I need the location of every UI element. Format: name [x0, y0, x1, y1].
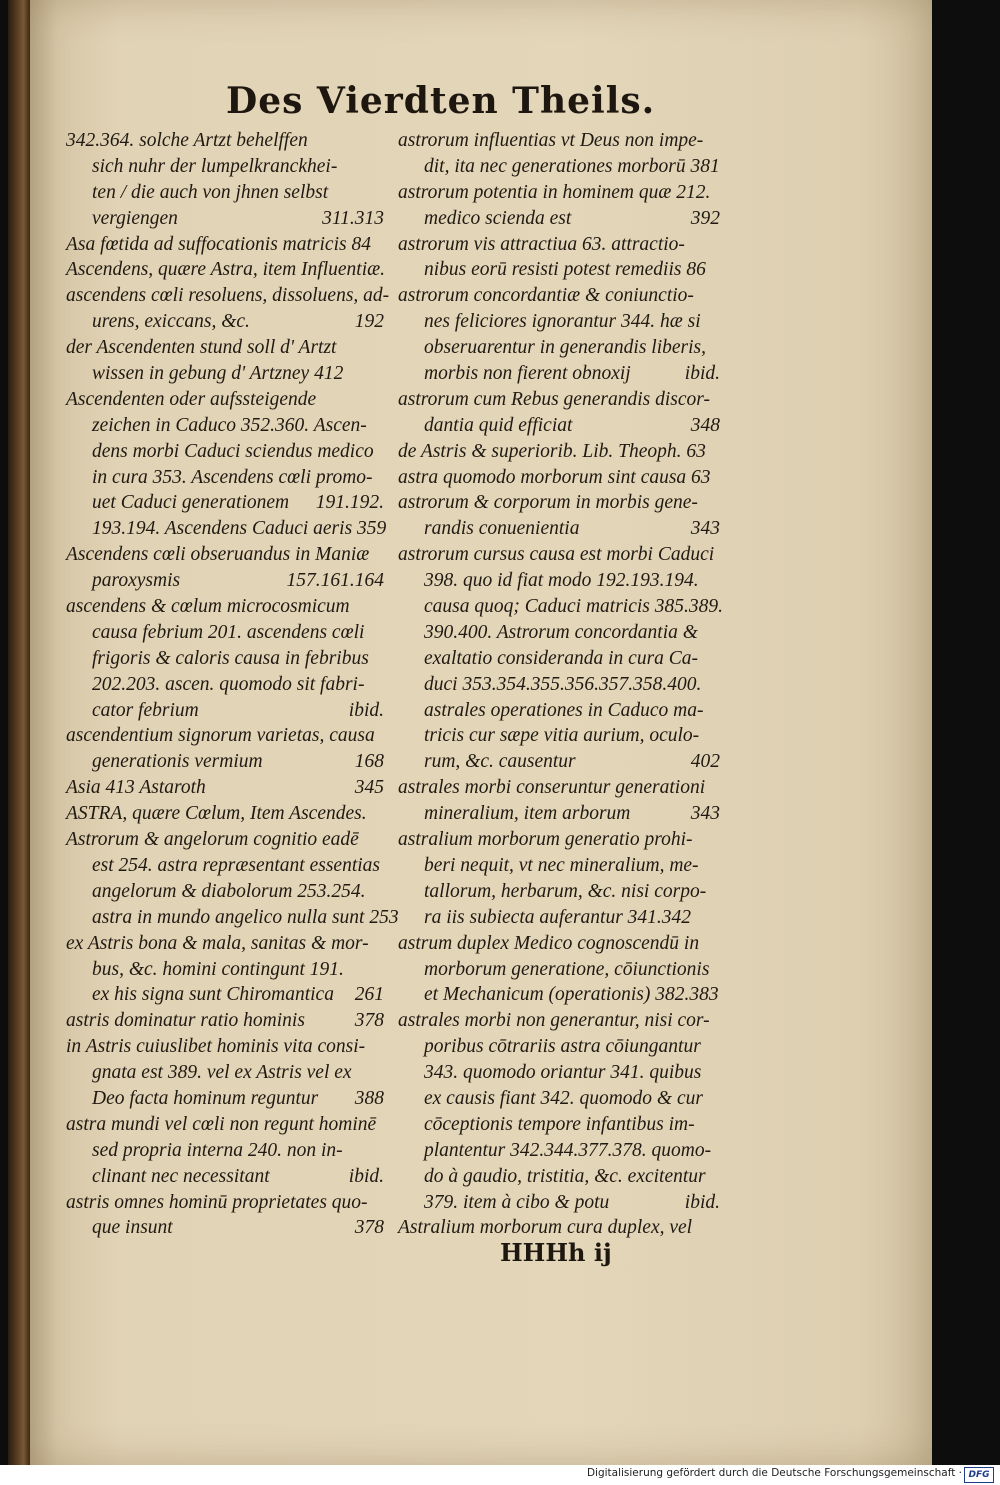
index-entry-text: rum, &c. causentur — [424, 751, 576, 773]
index-line — [398, 1164, 720, 1190]
index-entry-text: dantia quid efficiat — [424, 414, 573, 436]
index-entry-text: clinant nec necessitant — [92, 1165, 270, 1187]
page-reference: 168 — [354, 751, 384, 773]
index-line — [398, 853, 720, 879]
index-line — [398, 154, 720, 180]
index-line — [398, 594, 723, 620]
index-entry-text: sed propria interna 240. non in- — [92, 1139, 343, 1161]
index-line — [398, 957, 720, 983]
index-line — [398, 905, 720, 931]
index-line — [66, 905, 399, 931]
index-line — [66, 672, 384, 698]
index-entry-text: angelorum & diabolorum 253.254. — [92, 880, 366, 902]
index-entry-text: do à gaudio, tristitia, &c. excitentur — [424, 1165, 706, 1187]
index-entry-text: beri nequit, vt nec mineralium, me- — [424, 854, 699, 876]
index-line — [398, 257, 720, 283]
page-reference: 191.192. — [315, 492, 384, 514]
index-line — [66, 413, 384, 439]
index-entry-text: tricis cur sæpe vitia aurium, oculo- — [424, 725, 700, 747]
index-line — [398, 180, 720, 206]
index-line — [66, 982, 384, 1008]
index-line — [398, 283, 720, 309]
index-line — [66, 309, 384, 335]
index-line — [398, 879, 720, 905]
index-entry-text: poribus cōtrariis astra cōiungantur — [424, 1036, 701, 1058]
index-line — [66, 1190, 384, 1216]
index-line — [66, 257, 384, 283]
index-entry-text: astrorum vis attractiua 63. attractio- — [398, 233, 685, 255]
index-entry-text: astrales morbi conseruntur generationi — [398, 777, 706, 799]
index-line — [66, 465, 384, 491]
page-reference: 261 — [354, 984, 384, 1006]
index-line — [66, 1138, 384, 1164]
index-line — [66, 516, 387, 542]
index-entry-text: astralium morborum generatio prohi- — [398, 829, 693, 851]
page-reference: 343 — [690, 803, 720, 825]
page-reference: ibid. — [684, 363, 720, 385]
index-entry-text: astra quomodo morborum sint causa 63 — [398, 466, 711, 488]
right-column — [398, 128, 723, 1241]
index-line — [398, 387, 720, 413]
index-entry-text: Astralium morborum cura duplex, vel — [398, 1217, 693, 1239]
page-reference: ibid. — [684, 1191, 720, 1213]
index-line — [66, 931, 384, 957]
index-line — [398, 698, 720, 724]
page-reference: ibid. — [348, 699, 384, 721]
index-entry-text: morborum generatione, cōiunctionis — [424, 958, 710, 980]
index-line — [398, 1138, 720, 1164]
index-entry-text: medico scienda est — [424, 207, 572, 229]
index-entry-text: astrorum cursus causa est morbi Caduci — [398, 544, 715, 566]
page-reference: 348 — [690, 414, 720, 436]
page-reference: 388 — [354, 1087, 384, 1109]
index-entry-text: astris omnes hominū proprietates quo- — [66, 1191, 368, 1213]
index-entry-text: sich nuhr der lumpelkranckhei- — [92, 155, 338, 177]
index-line — [66, 1086, 384, 1112]
index-entry-text: ASTRA, quære Cœlum, Item Ascendes. — [66, 803, 367, 825]
index-entry-text: Ascendenten oder aufssteigende — [66, 388, 317, 410]
index-entry-text: Deo facta hominum reguntur — [92, 1087, 319, 1109]
index-entry-text: 342.364. solche Artzt behelffen — [66, 130, 308, 151]
index-entry-text: dit, ita nec generationes morborū 381 — [424, 155, 720, 177]
index-line — [66, 801, 384, 827]
index-entry-text: urens, exiccans, &c. — [92, 311, 250, 333]
index-entry-text: frigoris & caloris causa in febribus — [92, 647, 369, 669]
index-line — [66, 283, 390, 309]
index-entry-text: astrorum concordantiæ & coniunctio- — [398, 285, 694, 307]
index-entry-text: ascendentium signorum varietas, causa — [66, 725, 375, 747]
index-line — [66, 387, 384, 413]
index-line — [398, 931, 720, 957]
index-entry-text: vergiengen — [92, 207, 178, 229]
index-line — [398, 1112, 720, 1138]
index-entry-text: uet Caduci generationem — [92, 492, 290, 514]
index-entry-text: est 254. astra repræsentant essentias — [92, 854, 380, 876]
index-entry-text: gnata est 389. vel ex Astris vel ex — [92, 1062, 352, 1084]
index-line — [66, 361, 384, 387]
book-page — [30, 0, 932, 1465]
index-line — [398, 723, 720, 749]
index-line — [66, 128, 384, 154]
index-line — [398, 801, 720, 827]
index-line — [398, 775, 720, 801]
index-entry-text: ex Astris bona & mala, sanitas & mor- — [66, 932, 369, 954]
page-reference: 402 — [690, 751, 720, 773]
index-line — [66, 646, 384, 672]
index-entry-text: astrales morbi non generantur, nisi cor- — [398, 1010, 710, 1032]
page-reference: 192 — [354, 311, 384, 333]
index-line — [398, 542, 720, 568]
index-line — [398, 827, 720, 853]
index-line — [66, 594, 384, 620]
dfg-logo[interactable]: DFG — [964, 1467, 994, 1483]
running-head: Des Vierdten Theils. — [226, 80, 656, 122]
index-entry-text: 343. quomodo oriantur 341. quibus — [424, 1062, 702, 1084]
index-entry-text: Asia 413 Astaroth — [66, 777, 206, 799]
index-entry-text: astrorum potentia in hominem quæ 212. — [398, 181, 711, 203]
index-entry-text: cator febrium — [92, 699, 199, 721]
page-reference: 345 — [354, 777, 384, 799]
index-line — [398, 413, 720, 439]
index-line — [398, 568, 720, 594]
index-entry-text: nibus eorū resisti potest remediis 86 — [424, 259, 706, 281]
index-entry-text: nes feliciores ignorantur 344. hæ si — [424, 311, 701, 333]
index-entry-text: Asa fœtida ad suffocationis matricis 84 — [66, 233, 371, 255]
index-entry-text: der Ascendenten stund soll d' Artzt — [66, 337, 337, 359]
page-reference: 378 — [354, 1217, 384, 1239]
index-entry-text: astrales operationes in Caduco ma- — [424, 699, 704, 721]
index-line — [66, 749, 384, 775]
index-entry-text: ascendens & cœlum microcosmicum — [66, 596, 350, 618]
index-entry-text: bus, &c. homini contingunt 191. — [92, 958, 344, 980]
index-line — [398, 646, 720, 672]
index-line — [398, 1086, 720, 1112]
index-entry-text: ex his signa sunt Chiromantica — [92, 984, 334, 1006]
index-line — [398, 672, 720, 698]
index-line — [66, 879, 384, 905]
index-entry-text: mineralium, item arborum — [424, 803, 631, 825]
index-entry-text: 379. item à cibo & potu — [424, 1191, 610, 1213]
index-line — [66, 723, 384, 749]
index-entry-text: ex causis fiant 342. quomodo & cur — [424, 1087, 703, 1109]
page-reference: ibid. — [348, 1165, 384, 1187]
index-line — [66, 1008, 384, 1034]
page-reference: 392 — [690, 207, 720, 229]
index-entry-text: wissen in gebung d' Artzney 412 — [92, 363, 344, 385]
index-line — [66, 1215, 384, 1241]
book-spine — [8, 0, 30, 1465]
index-entry-text: 193.194. Ascendens Caduci aeris 359 — [92, 518, 387, 540]
index-line — [66, 490, 384, 516]
page-reference: 343 — [690, 518, 720, 540]
index-line — [398, 516, 720, 542]
index-line — [398, 439, 720, 465]
index-entry-text: astris dominatur ratio hominis — [66, 1010, 305, 1032]
index-line — [66, 775, 384, 801]
left-column — [66, 128, 399, 1241]
index-line — [66, 568, 384, 594]
index-entry-text: 398. quo id fiat modo 192.193.194. — [424, 570, 699, 592]
index-line — [66, 335, 384, 361]
index-line — [398, 982, 720, 1008]
index-entry-text: astra in mundo angelico nulla sunt 253 — [92, 906, 399, 928]
index-line — [398, 465, 720, 491]
index-line — [66, 827, 384, 853]
index-entry-text: 390.400. Astrorum concordantia & — [424, 621, 698, 643]
index-line — [398, 309, 720, 335]
index-entry-text: et Mechanicum (operationis) 382.383 — [424, 984, 719, 1006]
index-entry-text: morbis non fierent obnoxij — [424, 363, 631, 385]
index-line — [398, 749, 720, 775]
index-entry-text: obseruarentur in generandis liberis, — [424, 337, 707, 359]
page-reference: 378 — [354, 1010, 384, 1032]
index-entry-text: ascendens cœli resoluens, dissoluens, ad- — [66, 285, 390, 307]
index-line — [398, 1034, 720, 1060]
page-reference: 311.313 — [322, 207, 384, 229]
index-entry-text: cōceptionis tempore infantibus im- — [424, 1113, 695, 1135]
index-entry-text: ten / die auch von jhnen selbst — [92, 181, 329, 203]
index-line — [398, 1060, 720, 1086]
index-entry-text: astrorum & corporum in morbis gene- — [398, 492, 698, 514]
index-entry-text: astrorum cum Rebus generandis discor- — [398, 388, 710, 410]
index-line — [66, 542, 384, 568]
index-entry-text: que insunt — [92, 1217, 173, 1239]
index-entry-text: causa quoq; Caduci matricis 385.389. — [424, 596, 723, 618]
index-line — [66, 1164, 384, 1190]
index-entry-text: dens morbi Caduci sciendus medico — [92, 440, 374, 462]
index-line — [398, 232, 720, 258]
index-line — [398, 490, 720, 516]
index-line — [66, 1112, 384, 1138]
index-line — [66, 1060, 384, 1086]
index-line — [398, 1008, 720, 1034]
index-line — [398, 1190, 720, 1216]
index-entry-text: exaltatio consideranda in cura Ca- — [424, 647, 699, 669]
index-line — [66, 439, 384, 465]
index-line — [398, 335, 720, 361]
index-entry-text: duci 353.354.355.356.357.358.400. — [424, 673, 702, 695]
index-entry-text: Ascendens, quære Astra, item Influentiæ. — [66, 259, 386, 281]
index-line — [66, 698, 384, 724]
signature-catchword: HHHh ij — [500, 1238, 612, 1267]
index-line — [66, 957, 384, 983]
index-entry-text: randis conuenientia — [424, 518, 580, 540]
index-entry-text: astra mundi vel cœli non regunt hominē — [66, 1113, 377, 1135]
index-line — [66, 206, 384, 232]
index-entry-text: Astrorum & angelorum cognitio eadē — [66, 829, 359, 851]
index-entry-text: generationis vermium — [92, 751, 263, 773]
index-entry-text: in Astris cuiuslibet hominis vita consi- — [66, 1036, 366, 1058]
index-entry-text: de Astris & superiorib. Lib. Theoph. 63 — [398, 440, 706, 462]
footer-bar — [0, 1465, 1000, 1485]
funding-credit: Digitalisierung gefördert durch die Deutsche Forschungsgemeinschaft · — [586, 1467, 962, 1479]
index-line — [398, 128, 720, 154]
index-entry-text: zeichen in Caduco 352.360. Ascen- — [92, 414, 367, 436]
index-entry-text: in cura 353. Ascendens cœli promo- — [92, 466, 373, 488]
index-entry-text: tallorum, herbarum, &c. nisi corpo- — [424, 880, 707, 902]
index-line — [66, 232, 384, 258]
index-entry-text: Ascendens cœli obseruandus in Maniæ — [66, 544, 370, 566]
index-line — [66, 1034, 384, 1060]
index-entry-text: astrum duplex Medico cognoscendū in — [398, 932, 700, 954]
index-entry-text: paroxysmis — [92, 570, 181, 592]
index-line — [66, 180, 384, 206]
index-line — [398, 206, 720, 232]
index-line — [66, 154, 384, 180]
index-line — [398, 620, 720, 646]
index-line — [66, 853, 384, 879]
page-reference: 157.161.164 — [286, 570, 384, 592]
index-line — [398, 361, 720, 387]
index-entry-text: causa febrium 201. ascendens cœli — [92, 621, 365, 643]
index-line — [66, 620, 384, 646]
index-entry-text: astrorum influentias vt Deus non impe- — [398, 130, 704, 151]
index-entry-text: ra iis subiecta auferantur 341.342 — [424, 906, 692, 928]
index-entry-text: plantentur 342.344.377.378. quomo- — [424, 1139, 712, 1161]
index-entry-text: 202.203. ascen. quomodo sit fabri- — [92, 673, 365, 695]
